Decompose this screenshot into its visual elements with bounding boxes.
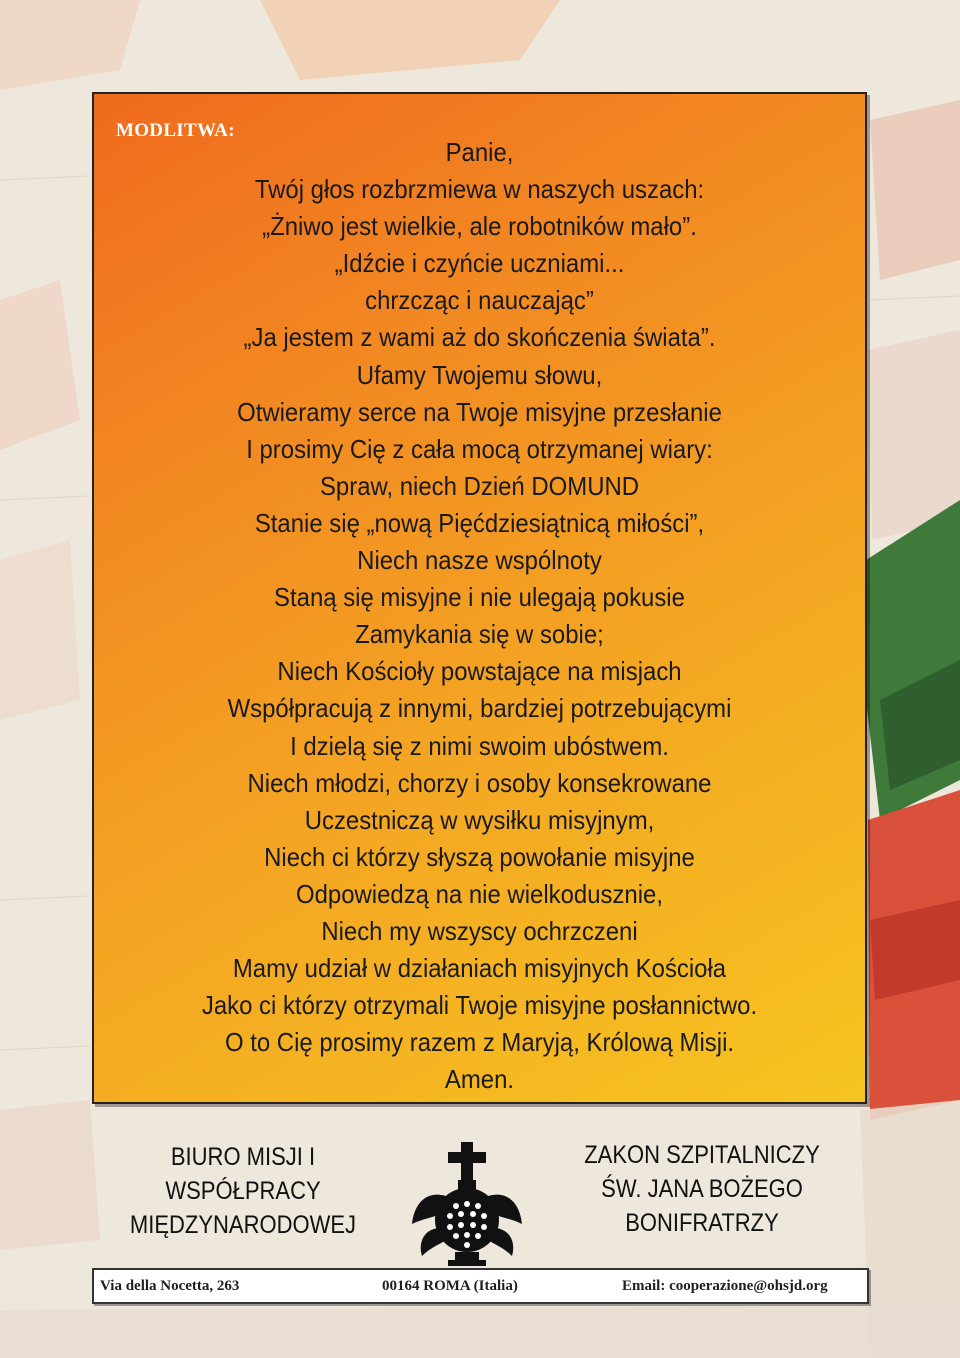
prayer-line: Stanie się „nową Pięćdziesiątnicą miłości”, bbox=[254, 507, 705, 538]
prayer-line: Staną się misyjne i nie ulegają pokusie bbox=[274, 582, 685, 613]
prayer-line: Zamykania się w sobie; bbox=[355, 619, 604, 650]
prayer-line: Niech młodzi, chorzy i osoby konsekrowane bbox=[247, 767, 712, 798]
footer-left-line: WSPÓŁPRACY bbox=[165, 1177, 321, 1205]
prayer-line: Niech Kościoły powstające na misjach bbox=[277, 656, 682, 687]
order-title bbox=[570, 1138, 834, 1240]
prayer-line: Mamy udział w działaniach misyjnych Kościoła bbox=[232, 953, 727, 984]
prayer-line: „Żniwo jest wielkie, ale robotników mało”. bbox=[262, 211, 697, 242]
footer-right-line: ZAKON SZPITALNICZY bbox=[584, 1141, 820, 1169]
prayer-box bbox=[92, 92, 867, 1104]
footer-left-line: MIĘDZYNARODOWEJ bbox=[129, 1211, 357, 1239]
prayer-line: Niech ci którzy słyszą powołanie misyjne bbox=[264, 841, 695, 872]
prayer-line: Ufamy Twojemu słowu, bbox=[356, 359, 603, 390]
footer-left-line: BIURO MISJI I bbox=[170, 1143, 316, 1171]
prayer-line: I prosimy Cię z cała mocą otrzymanej wiary: bbox=[246, 433, 713, 464]
prayer-label: MODLITWA: bbox=[116, 120, 235, 141]
prayer-line: Uczestniczą w wysiłku misyjnym, bbox=[304, 804, 655, 835]
prayer-line: Amen. bbox=[444, 1064, 515, 1095]
address-email[interactable]: Email: cooperazione@ohsjd.org bbox=[622, 1278, 828, 1294]
prayer-line: Twój głos rozbrzmiewa w naszych uszach: bbox=[254, 174, 705, 205]
address-bar bbox=[92, 1268, 869, 1304]
prayer-line: Odpowiedzą na nie wielkodusznie, bbox=[295, 878, 663, 909]
prayer-line: Niech my wszyscy ochrzczeni bbox=[321, 915, 638, 946]
prayer-line: Panie, bbox=[445, 137, 514, 167]
prayer-text bbox=[94, 134, 865, 1098]
footer-right-line: BONIFRATRZY bbox=[625, 1209, 779, 1237]
footer-right-line: ŚW. JANA BOŻEGO bbox=[601, 1175, 803, 1203]
prayer-line: Otwieramy serce na Twoje misyjne przesłanie bbox=[237, 396, 722, 427]
prayer-line: Jako ci którzy otrzymali Twoje misyjne posłannictwo. bbox=[201, 990, 758, 1021]
prayer-line: Współpracują z innymi, bardziej potrzebującymi bbox=[227, 693, 732, 724]
mission-office-title bbox=[124, 1140, 362, 1242]
prayer-line: I dzielą się z nimi swoim ubóstwem. bbox=[290, 730, 669, 761]
prayer-line: „Ja jestem z wami aż do skończenia świata”. bbox=[243, 322, 716, 353]
prayer-line: Spraw, niech Dzień DOMUND bbox=[319, 470, 640, 501]
pomegranate-cross-emblem-icon bbox=[408, 1138, 526, 1268]
prayer-line: O to Cię prosimy razem z Maryją, Królową Misji. bbox=[224, 1027, 735, 1058]
prayer-line: „Idźcie i czyńcie uczniami... bbox=[334, 248, 625, 279]
address-street: Via della Nocetta, 263 bbox=[100, 1278, 240, 1294]
prayer-line: chrzcząc i nauczając” bbox=[365, 285, 594, 316]
address-city: 00164 ROMA (Italia) bbox=[382, 1278, 518, 1294]
prayer-line: Niech nasze wspólnoty bbox=[357, 545, 602, 576]
